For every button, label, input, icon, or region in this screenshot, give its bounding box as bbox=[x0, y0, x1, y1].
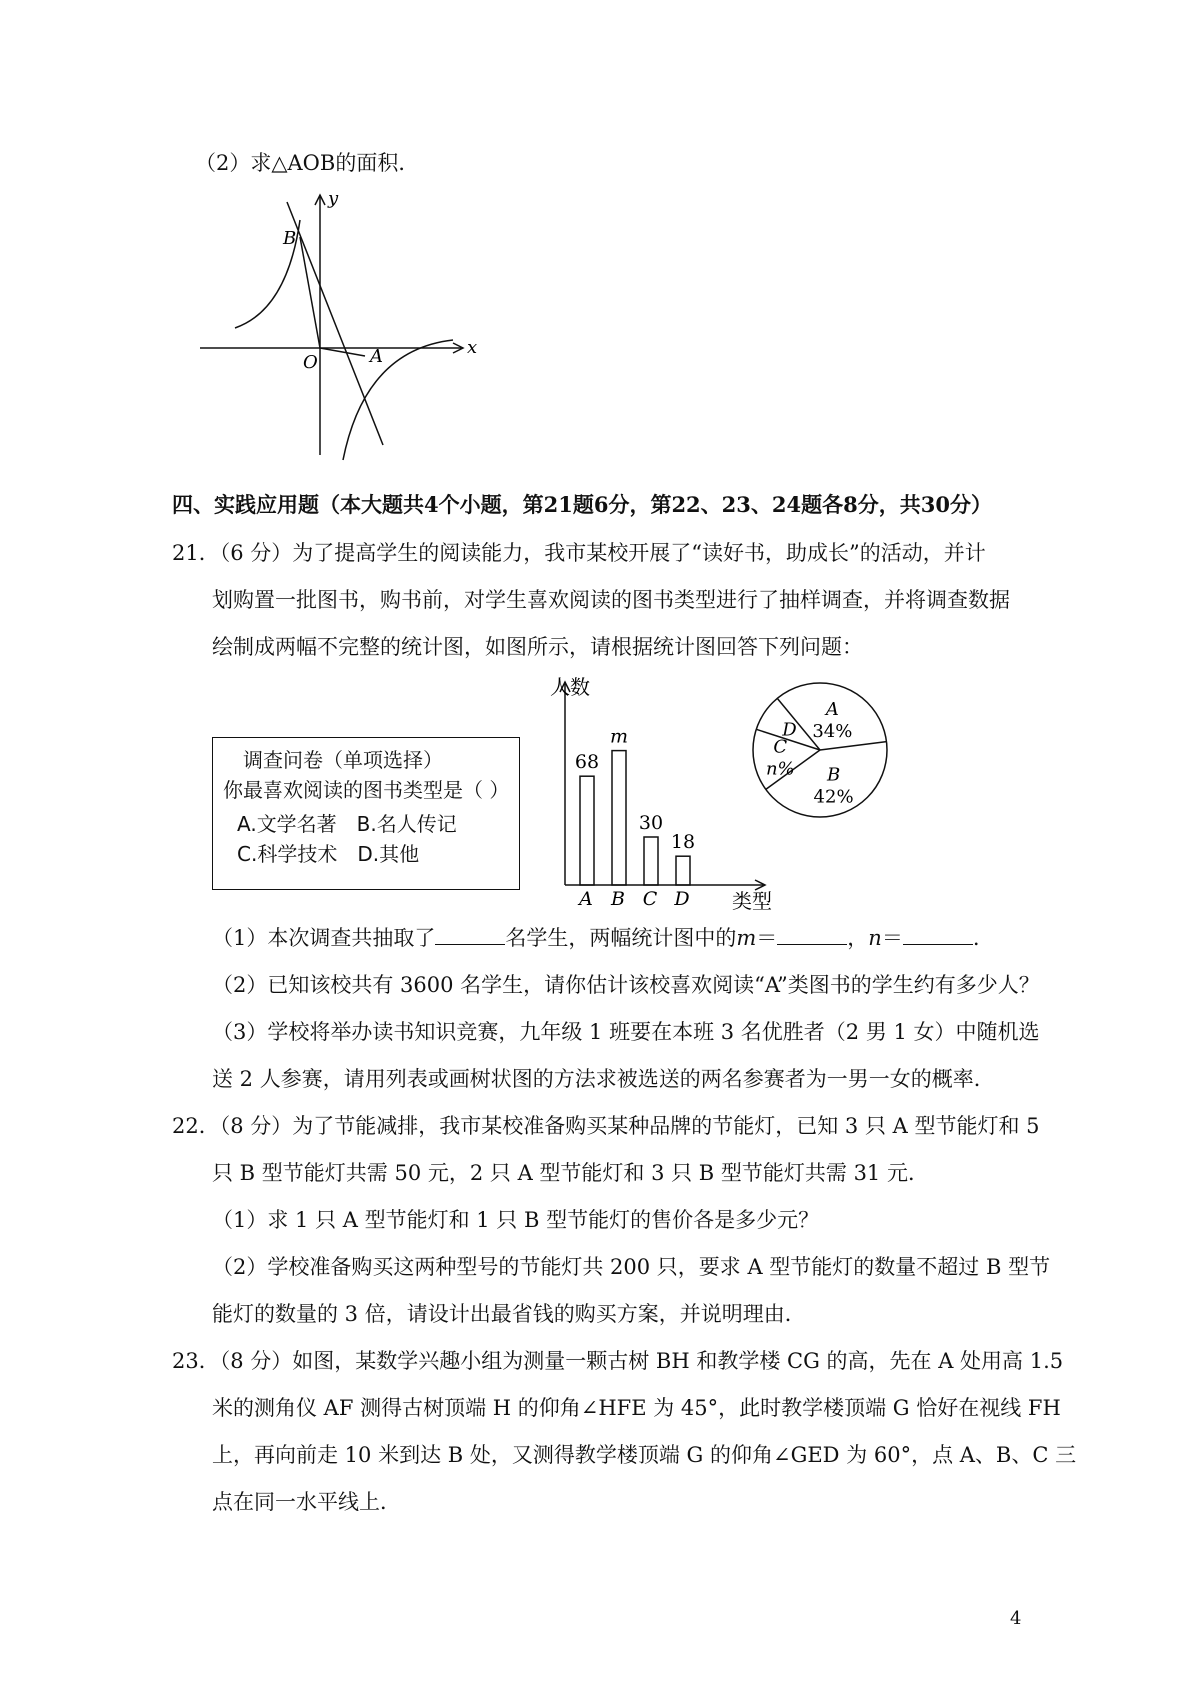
q23-line-4: 点在同一水平线上． bbox=[212, 1490, 401, 1514]
q22-part2-line-1: （2）学校准备购买这两种型号的节能灯共 200 只，要求 A 型节能灯的数量不超过 B 型节 bbox=[212, 1255, 1051, 1279]
q21-line-1: 21．（6 分）为了提高学生的阅读能力，我市某校开展了“读好书，助成长”的活动，并计 bbox=[172, 541, 986, 565]
answer-blank-m[interactable] bbox=[777, 924, 847, 945]
section4-title: 四、实践应用题（本大题共4个小题，第21题6分，第22、23、24题各8分，共30分） bbox=[172, 492, 992, 517]
bar-chart-xlabel: 类型 bbox=[732, 889, 772, 913]
q21-part2: （2）已知该校共有 3600 名学生，请你估计该校喜欢阅读“A”类图书的学生约有多少人？ bbox=[212, 973, 1040, 997]
survey-questionnaire-box bbox=[212, 737, 520, 890]
q21-line-2: 划购置一批图书，购书前，对学生喜欢阅读的图书类型进行了抽样调查，并将调查数据 bbox=[212, 588, 1010, 612]
function-graph bbox=[195, 180, 485, 470]
bar-category-label-A: A bbox=[579, 888, 593, 910]
q23-line-1: 23．（8 分）如图，某数学兴趣小组为测量一颗古树 BH 和教学楼 CG 的高，先在 A 处用高 1.5 bbox=[172, 1349, 1064, 1373]
q21-part1-text-a: （1）本次调查共抽取了 bbox=[212, 926, 436, 950]
graph-origin-label: O bbox=[303, 352, 318, 373]
pie-slice-label-C: C bbox=[773, 736, 788, 758]
pie-slice-label-B: B bbox=[826, 764, 841, 786]
bar-value-label-C: 30 bbox=[638, 812, 664, 834]
q21-part1 bbox=[212, 923, 980, 953]
bar-A bbox=[580, 776, 594, 885]
bar-chart bbox=[540, 670, 780, 915]
equals-sign-n: ＝ bbox=[881, 926, 903, 950]
pie-slice-value-B: 42% bbox=[813, 786, 854, 808]
q22-part2-line-2: 能灯的数量的 3 倍，请设计出最省钱的购买方案，并说明理由． bbox=[212, 1302, 806, 1326]
bar-chart-ylabel: 人数 bbox=[550, 675, 590, 699]
q22-part1: （1）求 1 只 A 型节能灯和 1 只 B 型节能灯的售价各是多少元？ bbox=[212, 1208, 820, 1232]
graph-y-label: y bbox=[328, 188, 339, 209]
answer-blank-n[interactable] bbox=[903, 924, 973, 945]
survey-title: 调查问卷（单项选择） bbox=[243, 748, 443, 772]
equals-sign-m: ＝ bbox=[756, 926, 778, 950]
bar-C bbox=[644, 837, 658, 885]
q21-line-3: 绘制成两幅不完整的统计图，如图所示，请根据统计图回答下列问题： bbox=[212, 635, 863, 659]
q22-line-1: 22．（8 分）为了节能减排，我市某校准备购买某种品牌的节能灯，已知 3 只 A 型节能灯和 5 bbox=[172, 1114, 1040, 1138]
q21-part1-text-b: 名学生，两幅统计图中的 bbox=[505, 926, 737, 950]
q20-part2: （2）求△AOB的面积． bbox=[195, 151, 420, 175]
pie-chart bbox=[745, 675, 895, 825]
survey-options-cd: C.科学技术 D.其他 bbox=[237, 842, 420, 866]
graph-x-label: x bbox=[467, 337, 478, 358]
survey-options-ab: A.文学名著 B.名人传记 bbox=[237, 812, 457, 836]
graph-point-a-label: A bbox=[370, 346, 383, 367]
bar-category-label-C: C bbox=[642, 888, 658, 910]
q23-line-3: 上，再向前走 10 米到达 B 处，又测得教学楼顶端 G 的仰角∠GED 为 60°，点 A、B、C 三 bbox=[212, 1443, 1077, 1467]
answer-blank-total[interactable] bbox=[435, 924, 505, 945]
q21-part3-line-1: （3）学校将举办读书知识竞赛，九年级 1 班要在本班 3 名优胜者（2 男 1 女）中随机选 bbox=[212, 1020, 1040, 1044]
page-number: 4 bbox=[1010, 1608, 1022, 1629]
q21-part3-line-2: 送 2 人参赛，请用列表或画树状图的方法求被选送的两名参赛者为一男一女的概率． bbox=[212, 1067, 995, 1091]
bar-value-label-B: m bbox=[609, 725, 629, 748]
variable-n: n bbox=[868, 926, 882, 950]
bar-value-label-A: 68 bbox=[574, 751, 600, 774]
graph-point-b-label: B bbox=[283, 228, 297, 249]
pie-slice-value-C: n% bbox=[765, 758, 795, 780]
period: . bbox=[972, 926, 980, 950]
q22-line-2: 只 B 型节能灯共需 50 元，2 只 A 型节能灯和 3 只 B 型节能灯共需 31 元． bbox=[212, 1161, 929, 1185]
variable-m: m bbox=[736, 926, 757, 950]
comma: ， bbox=[847, 926, 869, 950]
pie-slice-label-D: D bbox=[782, 719, 797, 741]
bar-category-label-B: B bbox=[611, 888, 625, 910]
bar-B bbox=[612, 751, 626, 885]
bar-D bbox=[676, 856, 690, 885]
q23-line-2: 米的测角仪 AF 测得古树顶端 H 的仰角∠HFE 为 45°，此时教学楼顶端 G 恰好在视线 FH bbox=[212, 1396, 1061, 1420]
pie-slice-value-A: 34% bbox=[812, 720, 853, 742]
survey-question: 你最喜欢阅读的图书类型是（ ） bbox=[223, 778, 510, 802]
pie-slice-label-A: A bbox=[825, 698, 839, 720]
pie-divider-B bbox=[820, 742, 886, 750]
bar-category-label-D: D bbox=[674, 888, 690, 910]
bar-value-label-D: 18 bbox=[670, 831, 696, 854]
